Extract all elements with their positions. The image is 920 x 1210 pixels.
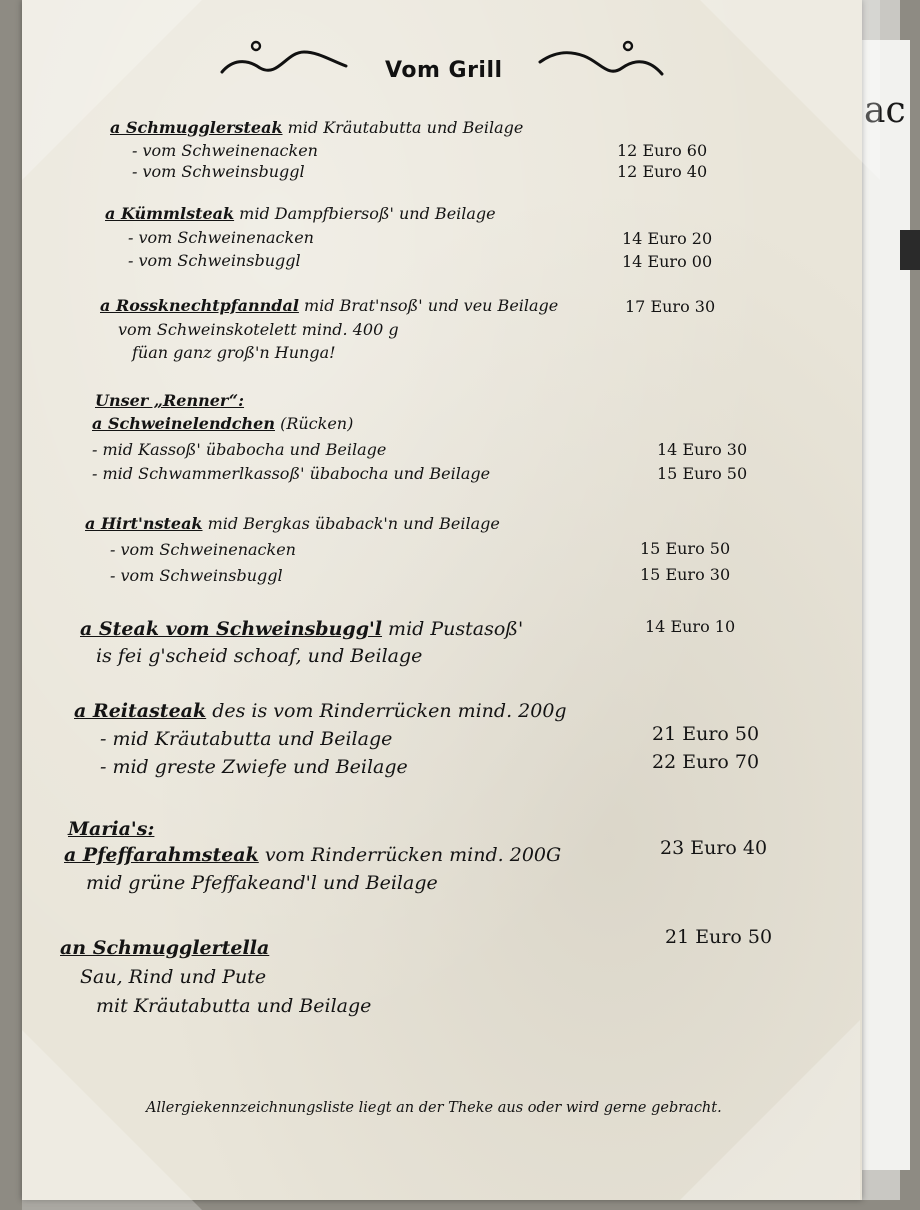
- menu-price: 14 Euro 10: [645, 617, 736, 636]
- menu-price: 12 Euro 40: [617, 162, 708, 181]
- menu-item-description: mid Dampfbiersoß' und Beilage: [234, 204, 496, 223]
- menu-item: [92, 414, 353, 433]
- menu-option: - vom Schweinsbuggl: [128, 251, 301, 270]
- menu-item-detail: mid grüne Pfeffakeand'l und Beilage: [86, 872, 438, 894]
- menu-item: [105, 204, 496, 223]
- menu-item-description: (Rücken): [274, 414, 354, 433]
- menu-option: - mid Kräutabutta und Beilage: [100, 728, 393, 750]
- background-dark-patch: [900, 230, 920, 270]
- menu-item: [100, 296, 558, 315]
- section-heading: Maria's:: [68, 818, 155, 840]
- menu-option: - mid Kassoß' übabocha und Beilage: [92, 440, 387, 459]
- menu-item-name: an Schmugglertella: [60, 937, 270, 959]
- menu-option: - vom Schweinenacken: [110, 540, 296, 559]
- menu-item-detail: vom Schweinskotelett mind. 400 g: [118, 320, 399, 339]
- menu-item-name: a Hirt'nsteak: [85, 514, 203, 533]
- menu-price: 15 Euro 50: [640, 539, 731, 558]
- menu-price: 12 Euro 60: [617, 141, 708, 160]
- menu-option: - vom Schweinenacken: [132, 141, 318, 160]
- menu-item-name: a Reitasteak: [74, 700, 207, 722]
- menu-price: 15 Euro 30: [640, 565, 731, 584]
- allergen-note: Allergiekennzeichnungsliste liegt an der Theke aus oder wird gerne gebracht.: [146, 1100, 722, 1116]
- menu-item-name: a Pfeffarahmsteak: [64, 844, 259, 866]
- menu-title: Vom Grill: [385, 58, 503, 83]
- menu-option: - vom Schweinsbuggl: [110, 566, 283, 585]
- section-heading: Unser „Renner“:: [95, 391, 245, 410]
- menu-price: 15 Euro 50: [657, 464, 748, 483]
- menu-price: 21 Euro 50: [652, 723, 760, 745]
- menu-item-detail: is fei g'scheid schoaf, und Beilage: [96, 645, 423, 667]
- menu-option: - mid Schwammerlkassoß' übabocha und Beilage: [92, 464, 491, 483]
- menu-item: [74, 700, 567, 722]
- background-text-fragment: ac: [864, 90, 906, 131]
- menu-item: [80, 618, 523, 640]
- menu-item-description: mid Kräutabutta und Beilage: [282, 118, 524, 137]
- menu-item-description: mid Brat'nsoß' und veu Beilage: [298, 296, 559, 315]
- menu-price: 23 Euro 40: [660, 837, 768, 859]
- menu-option: - mid greste Zwiefe und Beilage: [100, 756, 408, 778]
- menu-item-detail: mit Kräutabutta und Beilage: [96, 995, 372, 1017]
- menu-price: 22 Euro 70: [652, 751, 760, 773]
- menu-item: [64, 844, 561, 866]
- menu-item-name: a Kümmlsteak: [105, 204, 235, 223]
- menu-price: 14 Euro 30: [657, 440, 748, 459]
- menu-item-description: des is vom Rinderrücken mind. 200g: [206, 700, 567, 722]
- menu-item-name: a Rossknechtpfanndal: [100, 296, 299, 315]
- menu-option: - vom Schweinenacken: [128, 228, 314, 247]
- menu-price: 21 Euro 50: [665, 926, 773, 948]
- menu-item-name: a Schmugglersteak: [110, 118, 283, 137]
- menu-price: 14 Euro 20: [622, 229, 713, 248]
- menu-item: [85, 514, 500, 533]
- menu-item-description: vom Rinderrücken mind. 200G: [258, 844, 562, 866]
- menu-price: 17 Euro 30: [625, 297, 716, 316]
- menu-item-detail: Sau, Rind und Pute: [80, 966, 267, 988]
- menu-item-name: a Schweinelendchen: [92, 414, 275, 433]
- menu-item-name: a Steak vom Schweinsbugg'l: [80, 618, 383, 640]
- menu-option: - vom Schweinsbuggl: [132, 162, 305, 181]
- menu-price: 14 Euro 00: [622, 252, 713, 271]
- menu-item-description: mid Bergkas übaback'n und Beilage: [202, 514, 500, 533]
- menu-item-description: mid Pustasoß': [382, 618, 524, 640]
- menu-item: [110, 118, 523, 137]
- menu-item-detail: füan ganz groß'n Hunga!: [132, 343, 336, 362]
